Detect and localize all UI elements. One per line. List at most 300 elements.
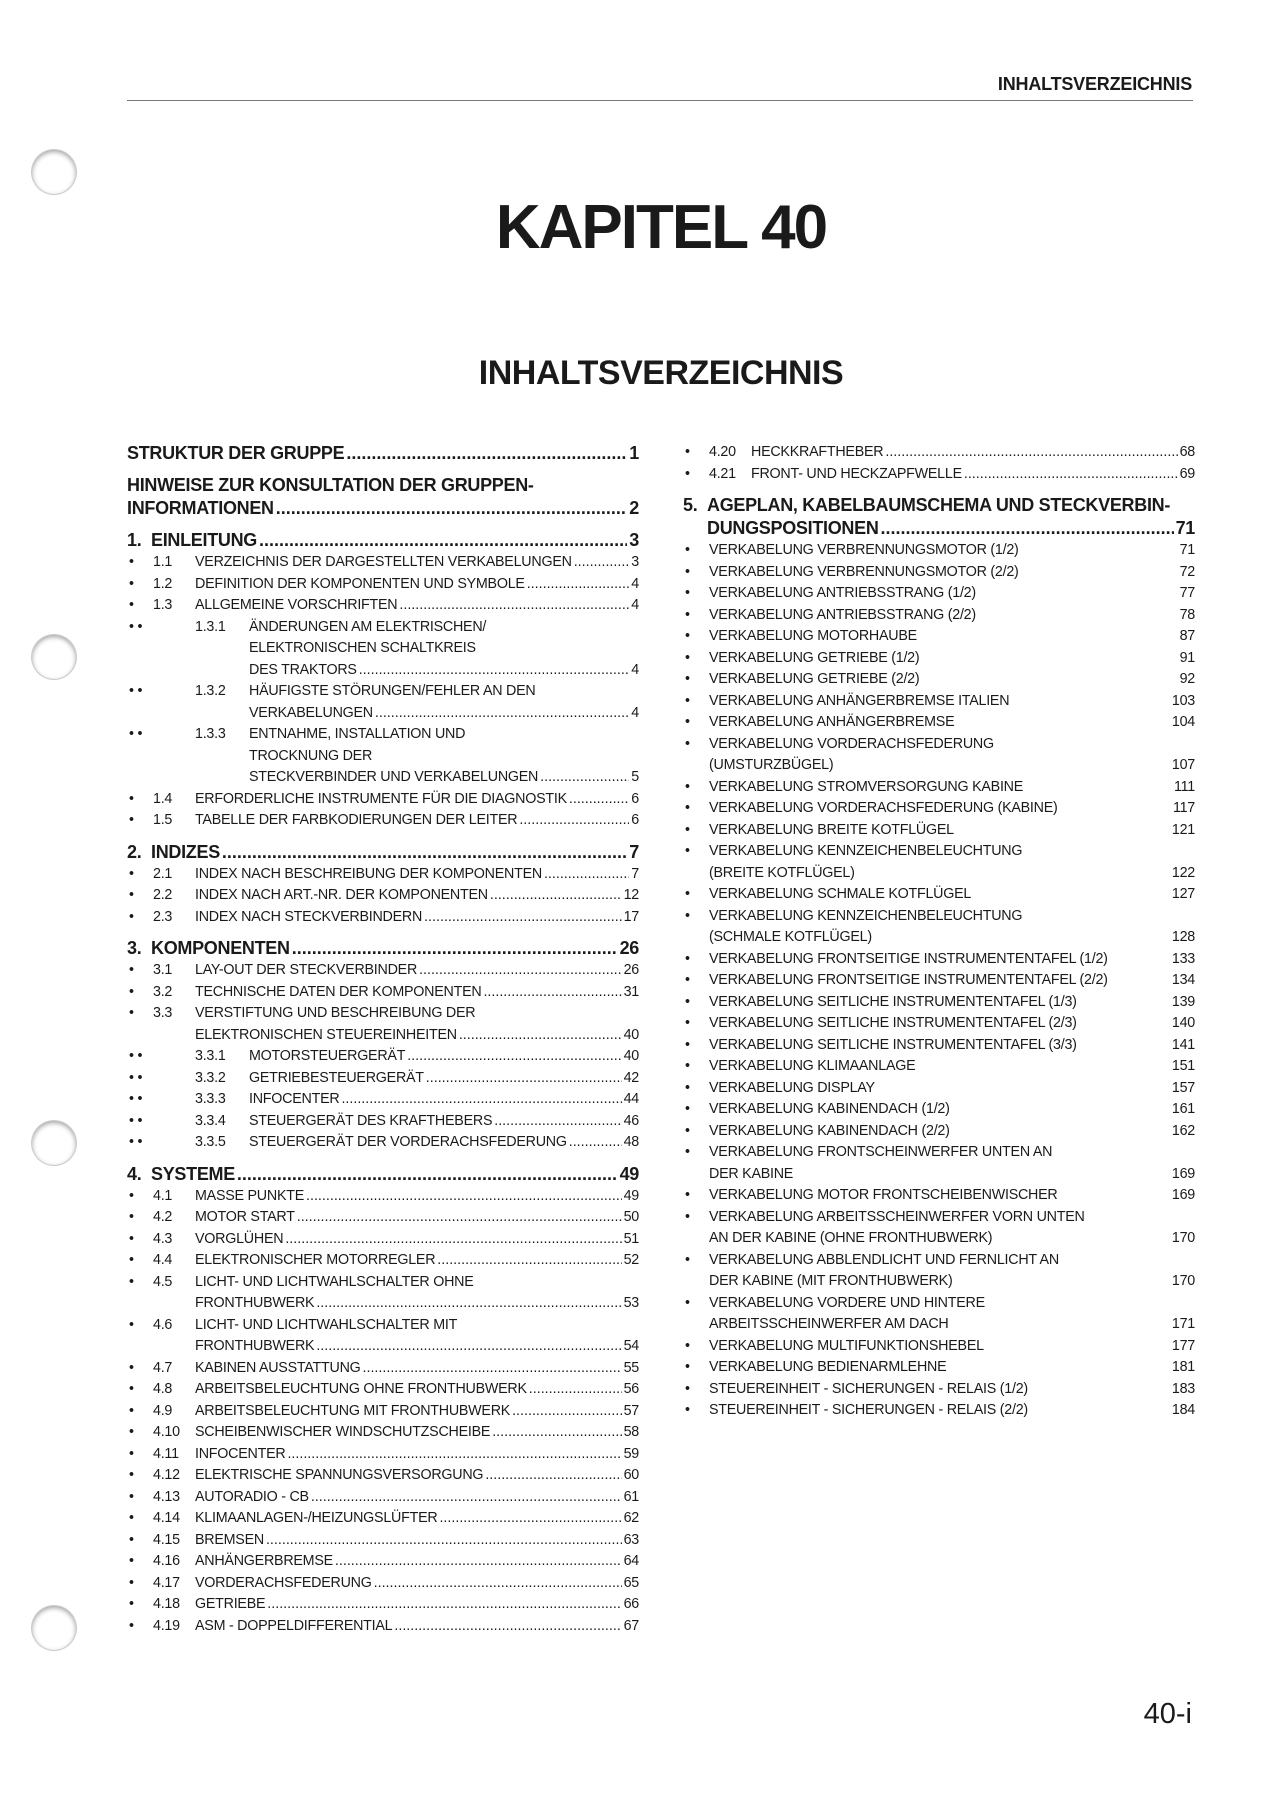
toc-entry[interactable]: [127, 1068, 639, 1090]
entry-body: [195, 1465, 639, 1487]
entry-body: [195, 595, 639, 617]
dot-leader: [527, 574, 630, 596]
entry-title: INFOCENTER: [195, 1445, 286, 1462]
toc-entry[interactable]: [127, 1401, 639, 1423]
toc-entry[interactable]: [683, 1035, 1195, 1057]
dot-leader: [306, 1186, 622, 1208]
bullet-icon: •: [129, 1273, 134, 1290]
toc-entry[interactable]: [683, 1336, 1195, 1358]
entry-line: [709, 1271, 1195, 1293]
toc-entry[interactable]: [683, 820, 1195, 842]
entry-title: AGEPLAN, KABELBAUMSCHEMA UND STECKVERBIN-: [707, 495, 1171, 515]
toc-entry[interactable]: [127, 885, 639, 907]
entry-title: VORGLÜHEN: [195, 1230, 284, 1247]
bullet-icon: •: [129, 812, 134, 828]
spacer: [1058, 798, 1173, 820]
entry-page-number: 60: [623, 1467, 639, 1483]
entry-page-number: 56: [623, 1381, 639, 1397]
entry-body: [709, 669, 1195, 691]
toc-entry[interactable]: [683, 1207, 1195, 1250]
toc-section-heading[interactable]: [127, 1163, 639, 1186]
toc-entry[interactable]: [683, 442, 1195, 464]
entry-line: [195, 864, 639, 886]
dot-leader: [316, 1336, 621, 1358]
toc-entry[interactable]: [683, 949, 1195, 971]
dot-leader: [512, 1401, 622, 1423]
bullet-icon: •: [685, 1079, 690, 1096]
toc-entry[interactable]: [127, 1207, 639, 1229]
entry-body: [709, 1121, 1195, 1143]
entry-line: [195, 1315, 639, 1337]
entry-title: VERKABELUNG VERBRENNUNGSMOTOR (2/2): [709, 563, 1019, 580]
bullet-icon: •: [685, 907, 690, 924]
toc-entry[interactable]: [127, 1046, 639, 1068]
entry-body: [195, 1315, 639, 1358]
entry-line: [751, 464, 1195, 486]
entry-number: 4.11: [153, 1445, 179, 1462]
entry-title: VERKABELUNG VERBRENNUNGSMOTOR (1/2): [709, 542, 1019, 558]
entry-line: [195, 1250, 639, 1272]
toc-entry[interactable]: [127, 864, 639, 886]
entry-title: VERKABELUNG KLIMAANLAGE: [709, 1058, 916, 1074]
toc-entry[interactable]: [683, 464, 1195, 486]
bullet-icon: •: [129, 1445, 134, 1462]
toc-entry[interactable]: [127, 1132, 639, 1154]
toc-section-heading[interactable]: [127, 841, 639, 864]
toc-entry[interactable]: [127, 1551, 639, 1573]
bullet-icon: •: [129, 790, 134, 807]
entry-page-number: 169: [1171, 1165, 1195, 1182]
entry-title: AUTORADIO - CB: [195, 1488, 309, 1505]
dot-leader: [437, 1250, 621, 1272]
entry-body: [709, 949, 1195, 971]
toc-entry[interactable]: [127, 1186, 639, 1208]
toc-entry[interactable]: [683, 970, 1195, 992]
entry-title: VORDERACHSFEDERUNG: [195, 1574, 372, 1591]
entry-body: [195, 1444, 639, 1466]
toc-entry[interactable]: [683, 884, 1195, 906]
entry-page-number: 44: [623, 1091, 639, 1107]
entry-body: [195, 1573, 639, 1595]
entry-number: 4.15: [153, 1531, 180, 1548]
toc-entry[interactable]: [683, 712, 1195, 734]
entry-title: VERKABELUNG ANHÄNGERBREMSE: [709, 714, 955, 730]
bullet-icon: •: [685, 993, 690, 1010]
toc-entry[interactable]: [683, 583, 1195, 605]
entry-page-number: 7: [629, 841, 639, 862]
entry-line: [709, 605, 1195, 627]
entry-number: 2.1: [153, 865, 173, 882]
toc-entry[interactable]: [127, 1379, 639, 1401]
toc-entry[interactable]: [683, 605, 1195, 627]
entry-body: [249, 1089, 639, 1111]
dot-leader: [419, 960, 622, 982]
entry-number: 4.7: [153, 1359, 173, 1376]
entry-page-number: 91: [1179, 649, 1195, 666]
toc-entry[interactable]: [127, 1003, 639, 1046]
toc-section-heading[interactable]: [127, 937, 639, 960]
entry-title: STEUERGERÄT DER VORDERACHSFEDERUNG: [249, 1134, 567, 1150]
entry-body: [709, 798, 1195, 820]
toc-entry[interactable]: [127, 1229, 639, 1251]
entry-page-number: 26: [619, 938, 639, 958]
entry-page-number: 71: [1179, 542, 1195, 558]
entry-page-number: 52: [623, 1252, 639, 1268]
toc-entry[interactable]: [683, 1099, 1195, 1121]
bullet-icon: •: [685, 465, 690, 482]
toc-entry[interactable]: [127, 960, 639, 982]
toc-entry[interactable]: [127, 1272, 639, 1315]
toc-entry[interactable]: [683, 1357, 1195, 1379]
entry-title: VERKABELUNG SEITLICHE INSTRUMENTENTAFEL (1/3): [709, 993, 1077, 1010]
entry-line: [195, 1573, 639, 1595]
entry-title: VERKABELUNG SEITLICHE INSTRUMENTENTAFEL (2/3): [709, 1015, 1077, 1031]
entry-title: DES TRAKTORS: [249, 661, 357, 678]
entry-page-number: 162: [1171, 1122, 1195, 1139]
bullet-icon: •: [685, 671, 690, 687]
entry-line: [195, 595, 639, 617]
entry-number: 1.3: [153, 597, 173, 613]
entry-title: TECHNISCHE DATEN DER KOMPONENTEN: [195, 983, 482, 1000]
toc-entry[interactable]: [127, 1111, 639, 1133]
bullet-icon: •: [129, 1402, 134, 1419]
entry-line: [249, 746, 639, 768]
entry-line: [709, 1379, 1195, 1401]
entry-body: [249, 1046, 639, 1068]
bullet-icon: •: [685, 800, 690, 816]
entry-line: [249, 1089, 639, 1111]
bullet-icon: •: [129, 962, 134, 978]
entry-body: [195, 1358, 639, 1380]
bullet-icon: •: [129, 983, 134, 1000]
toc-entry[interactable]: [683, 734, 1195, 777]
toc-entry[interactable]: [683, 1400, 1195, 1422]
bullet-icon: •: [129, 1005, 134, 1021]
dot-leader: [316, 1293, 621, 1315]
entry-line: [195, 1487, 639, 1509]
toc-entry[interactable]: [683, 777, 1195, 799]
toc-entry[interactable]: [683, 906, 1195, 949]
entry-body: [127, 442, 639, 465]
entry-title: TROCKNUNG DER: [249, 747, 373, 764]
dot-leader: [222, 841, 627, 864]
entry-title: (UMSTURZBÜGEL): [709, 757, 834, 773]
toc-entry[interactable]: [127, 1089, 639, 1111]
entry-page-number: 69: [1179, 465, 1195, 482]
entry-title: VERKABELUNG DISPLAY: [709, 1079, 875, 1096]
entry-title: VERKABELUNG ANTRIEBSSTRANG (1/2): [709, 585, 976, 601]
toc-entry[interactable]: [127, 574, 639, 596]
entry-line: [151, 841, 639, 864]
entry-page-number: 4: [631, 597, 639, 613]
toc-entry[interactable]: [683, 562, 1195, 584]
entry-page-number: 127: [1171, 886, 1195, 902]
entry-page-number: 64: [623, 1553, 639, 1569]
entry-number: 4.18: [153, 1596, 180, 1612]
entry-line: [195, 810, 639, 832]
entry-body: [195, 1422, 639, 1444]
entry-body: [195, 885, 639, 907]
entry-title: (BREITE KOTFLÜGEL): [709, 864, 855, 881]
toc-entry[interactable]: [683, 626, 1195, 648]
toc-entry[interactable]: [127, 789, 639, 811]
entry-title: ELEKTRISCHE SPANNUNGSVERSORGUNG: [195, 1467, 484, 1483]
toc-entry[interactable]: [127, 617, 639, 682]
entry-body: [709, 820, 1195, 842]
toc-entry[interactable]: [683, 798, 1195, 820]
toc-entry[interactable]: [127, 1315, 639, 1358]
toc-entry[interactable]: [683, 648, 1195, 670]
spacer: [855, 863, 1172, 885]
entry-page-number: 31: [623, 983, 639, 1000]
entry-page-number: 71: [1175, 518, 1195, 538]
chapter-title: KAPITEL 40: [495, 193, 827, 262]
entry-page-number: 54: [623, 1338, 639, 1354]
toc-entry[interactable]: [683, 992, 1195, 1014]
entry-title: ARBEITSBELEUCHTUNG OHNE FRONTHUBWERK: [195, 1381, 527, 1397]
entry-line: [249, 703, 639, 725]
toc-entry[interactable]: [683, 1185, 1195, 1207]
entry-number: 3.1: [153, 962, 173, 978]
toc-entry[interactable]: [683, 1293, 1195, 1336]
entry-title: BREMSEN: [195, 1531, 264, 1548]
entry-title: INDIZES: [151, 841, 220, 862]
entry-title: ELEKTRONISCHEN SCHALTKREIS: [249, 640, 476, 656]
toc-entry[interactable]: [127, 1508, 639, 1530]
entry-page-number: 121: [1171, 821, 1195, 838]
entry-number: 1.3.3: [195, 726, 226, 742]
entry-title: ÄNDERUNGEN AM ELEKTRISCHEN/: [249, 618, 487, 635]
toc-left-column: [127, 442, 639, 1637]
entry-body: [151, 1163, 639, 1186]
entry-page-number: 48: [623, 1134, 639, 1150]
toc-entry[interactable]: [127, 1465, 639, 1487]
entry-body: [195, 1250, 639, 1272]
entry-line: [195, 1186, 639, 1208]
entry-line: [195, 1594, 639, 1616]
entry-line: [709, 1293, 1195, 1315]
entry-body: [195, 1616, 639, 1638]
entry-line: [195, 1530, 639, 1552]
toc-entry[interactable]: [683, 669, 1195, 691]
entry-page-number: 40: [623, 1026, 639, 1043]
entry-number: 4.4: [153, 1252, 173, 1268]
spacer: [971, 884, 1172, 906]
binder-hole-icon: [32, 150, 76, 194]
entry-line: [709, 1035, 1195, 1057]
entry-body: [195, 1272, 639, 1315]
toc-entry[interactable]: [127, 907, 639, 929]
entry-body: [751, 442, 1195, 464]
entry-line: [709, 712, 1195, 734]
toc-entry[interactable]: [127, 1444, 639, 1466]
toc-entry[interactable]: [127, 595, 639, 617]
dot-leader: [483, 982, 621, 1004]
bullet-icon: •: [129, 1316, 134, 1333]
binder-hole-icon: [32, 1121, 76, 1165]
entry-page-number: 151: [1171, 1058, 1195, 1074]
entry-number: 5.: [683, 495, 698, 515]
toc-entry[interactable]: [127, 1487, 639, 1509]
binder-hole-icon: [32, 635, 76, 679]
entry-page-number: 103: [1171, 692, 1195, 709]
entry-body: [709, 1185, 1195, 1207]
toc-entry[interactable]: [127, 1358, 639, 1380]
toc-entry[interactable]: [127, 810, 639, 832]
entry-page-number: 170: [1171, 1273, 1195, 1289]
entry-body: [709, 1013, 1195, 1035]
toc-entry[interactable]: [683, 691, 1195, 713]
entry-page-number: 26: [623, 962, 639, 978]
entry-title: LICHT- UND LICHTWAHLSCHALTER MIT: [195, 1316, 458, 1333]
entry-page-number: 78: [1179, 606, 1195, 623]
entry-number: 4.20: [709, 444, 736, 460]
toc-entry[interactable]: [683, 1121, 1195, 1143]
entry-page-number: 66: [623, 1596, 639, 1612]
entry-page-number: 4: [631, 661, 639, 678]
toc-section-heading[interactable]: [683, 494, 1195, 540]
toc-entry[interactable]: [127, 681, 639, 724]
entry-line: [751, 442, 1195, 464]
dot-leader: [359, 660, 630, 682]
entry-number: 3.2: [153, 983, 173, 1000]
entry-line: [249, 724, 639, 746]
entry-body: [249, 1111, 639, 1133]
entry-line: [709, 626, 1195, 648]
entry-body: [709, 970, 1195, 992]
entry-title: VERKABELUNG BREITE KOTFLÜGEL: [709, 821, 954, 838]
dot-leader: [490, 885, 622, 907]
entry-page-number: 55: [623, 1359, 639, 1376]
toc-entry[interactable]: [683, 841, 1195, 884]
entry-number: 3.3.4: [195, 1112, 226, 1129]
toc-entry[interactable]: [683, 1078, 1195, 1100]
entry-number: 4.13: [153, 1488, 180, 1505]
toc-section-heading[interactable]: [127, 529, 639, 552]
entry-line: [709, 669, 1195, 691]
entry-line: [127, 474, 639, 497]
entry-title: VERKABELUNG SCHMALE KOTFLÜGEL: [709, 886, 972, 902]
toc-entry[interactable]: [127, 1250, 639, 1272]
entry-title: ALLGEMEINE VORSCHRIFTEN: [195, 597, 398, 613]
bullet-icon: •: [129, 1467, 134, 1483]
entry-line: [709, 1121, 1195, 1143]
toc-entry[interactable]: [683, 540, 1195, 562]
entry-number: 4.9: [153, 1402, 173, 1419]
bullet-icon: • •: [129, 1134, 143, 1150]
bullet-icon: •: [685, 628, 690, 644]
entry-body: [709, 992, 1195, 1014]
entry-page-number: 3: [629, 530, 639, 550]
entry-line: [195, 1207, 639, 1229]
dot-leader: [259, 529, 627, 552]
bullet-icon: •: [685, 649, 690, 666]
dot-leader: [292, 937, 618, 960]
entry-title: FRONTHUBWERK: [195, 1295, 315, 1311]
dot-leader: [492, 1422, 621, 1444]
entry-line: [709, 1228, 1195, 1250]
toc-entry[interactable]: [683, 1142, 1195, 1185]
entry-body: [151, 529, 639, 552]
entry-number: 1.3.2: [195, 683, 226, 699]
toc-section-heading[interactable]: [127, 474, 639, 520]
bullet-icon: •: [129, 1209, 134, 1225]
entry-line: [709, 992, 1195, 1014]
dot-leader: [297, 1207, 622, 1229]
bullet-icon: • •: [129, 1091, 143, 1107]
entry-body: [709, 1056, 1195, 1078]
toc-entry[interactable]: [127, 1530, 639, 1552]
entry-title: VERSTIFTUNG UND BESCHREIBUNG DER: [195, 1005, 476, 1021]
entry-page-number: 59: [623, 1445, 639, 1462]
entry-body: [195, 789, 639, 811]
entry-body: [195, 1003, 639, 1046]
entry-title: KLIMAANLAGEN-/HEIZUNGSLÜFTER: [195, 1510, 438, 1526]
toc-section-heading[interactable]: [127, 442, 639, 465]
dot-leader: [346, 442, 627, 465]
toc-entry[interactable]: [127, 1616, 639, 1638]
bullet-icon: •: [129, 554, 134, 570]
entry-line: [195, 1229, 639, 1251]
bullet-icon: •: [129, 1359, 134, 1376]
entry-body: [195, 574, 639, 596]
spacer: [1019, 540, 1180, 562]
dot-leader: [424, 907, 622, 929]
toc-entry[interactable]: [127, 1422, 639, 1444]
spacer: [1108, 970, 1172, 992]
entry-page-number: 58: [623, 1424, 639, 1440]
bullet-icon: •: [129, 1381, 134, 1397]
dot-leader: [375, 703, 629, 725]
toc-entry[interactable]: [683, 1056, 1195, 1078]
dot-leader: [363, 1358, 622, 1380]
toc-entry[interactable]: [127, 724, 639, 789]
toc-entry[interactable]: [127, 982, 639, 1004]
dot-leader: [374, 1573, 622, 1595]
entry-line: [709, 1013, 1195, 1035]
entry-body: [709, 648, 1195, 670]
entry-line: [195, 1003, 639, 1025]
toc-entry[interactable]: [683, 1379, 1195, 1401]
entry-title: VERKABELUNG BEDIENARMLEHNE: [709, 1359, 947, 1375]
entry-body: [709, 1142, 1195, 1185]
entry-title: LAY-OUT DER STECKVERBINDER: [195, 962, 418, 978]
entry-title: VERKABELUNG KENNZEICHENBELEUCHTUNG: [709, 907, 1023, 924]
toc-entry[interactable]: [683, 1013, 1195, 1035]
dot-leader: [544, 864, 629, 886]
dot-leader: [519, 810, 629, 832]
bullet-icon: •: [685, 778, 690, 795]
toc-entry[interactable]: [127, 552, 639, 574]
bullet-icon: •: [129, 1531, 134, 1548]
entry-line: [709, 1400, 1195, 1422]
entry-line: [195, 1422, 639, 1444]
spacer: [1108, 949, 1172, 971]
bullet-icon: •: [129, 1488, 134, 1505]
bullet-icon: •: [685, 1187, 690, 1203]
toc-entry[interactable]: [127, 1573, 639, 1595]
toc-title: INHALTSVERZEICHNIS: [478, 354, 844, 392]
entry-title: STEUEREINHEIT - SICHERUNGEN - RELAIS (2/2): [709, 1402, 1028, 1418]
bullet-icon: •: [685, 1380, 690, 1397]
entry-number: 4.3: [153, 1230, 173, 1247]
toc-entry[interactable]: [127, 1594, 639, 1616]
entry-title: MOTORSTEUERGERÄT: [249, 1048, 406, 1064]
toc-entry[interactable]: [683, 1250, 1195, 1293]
dot-leader: [529, 1379, 622, 1401]
entry-page-number: 161: [1171, 1101, 1195, 1117]
page-number: 40-i: [1143, 1698, 1192, 1730]
